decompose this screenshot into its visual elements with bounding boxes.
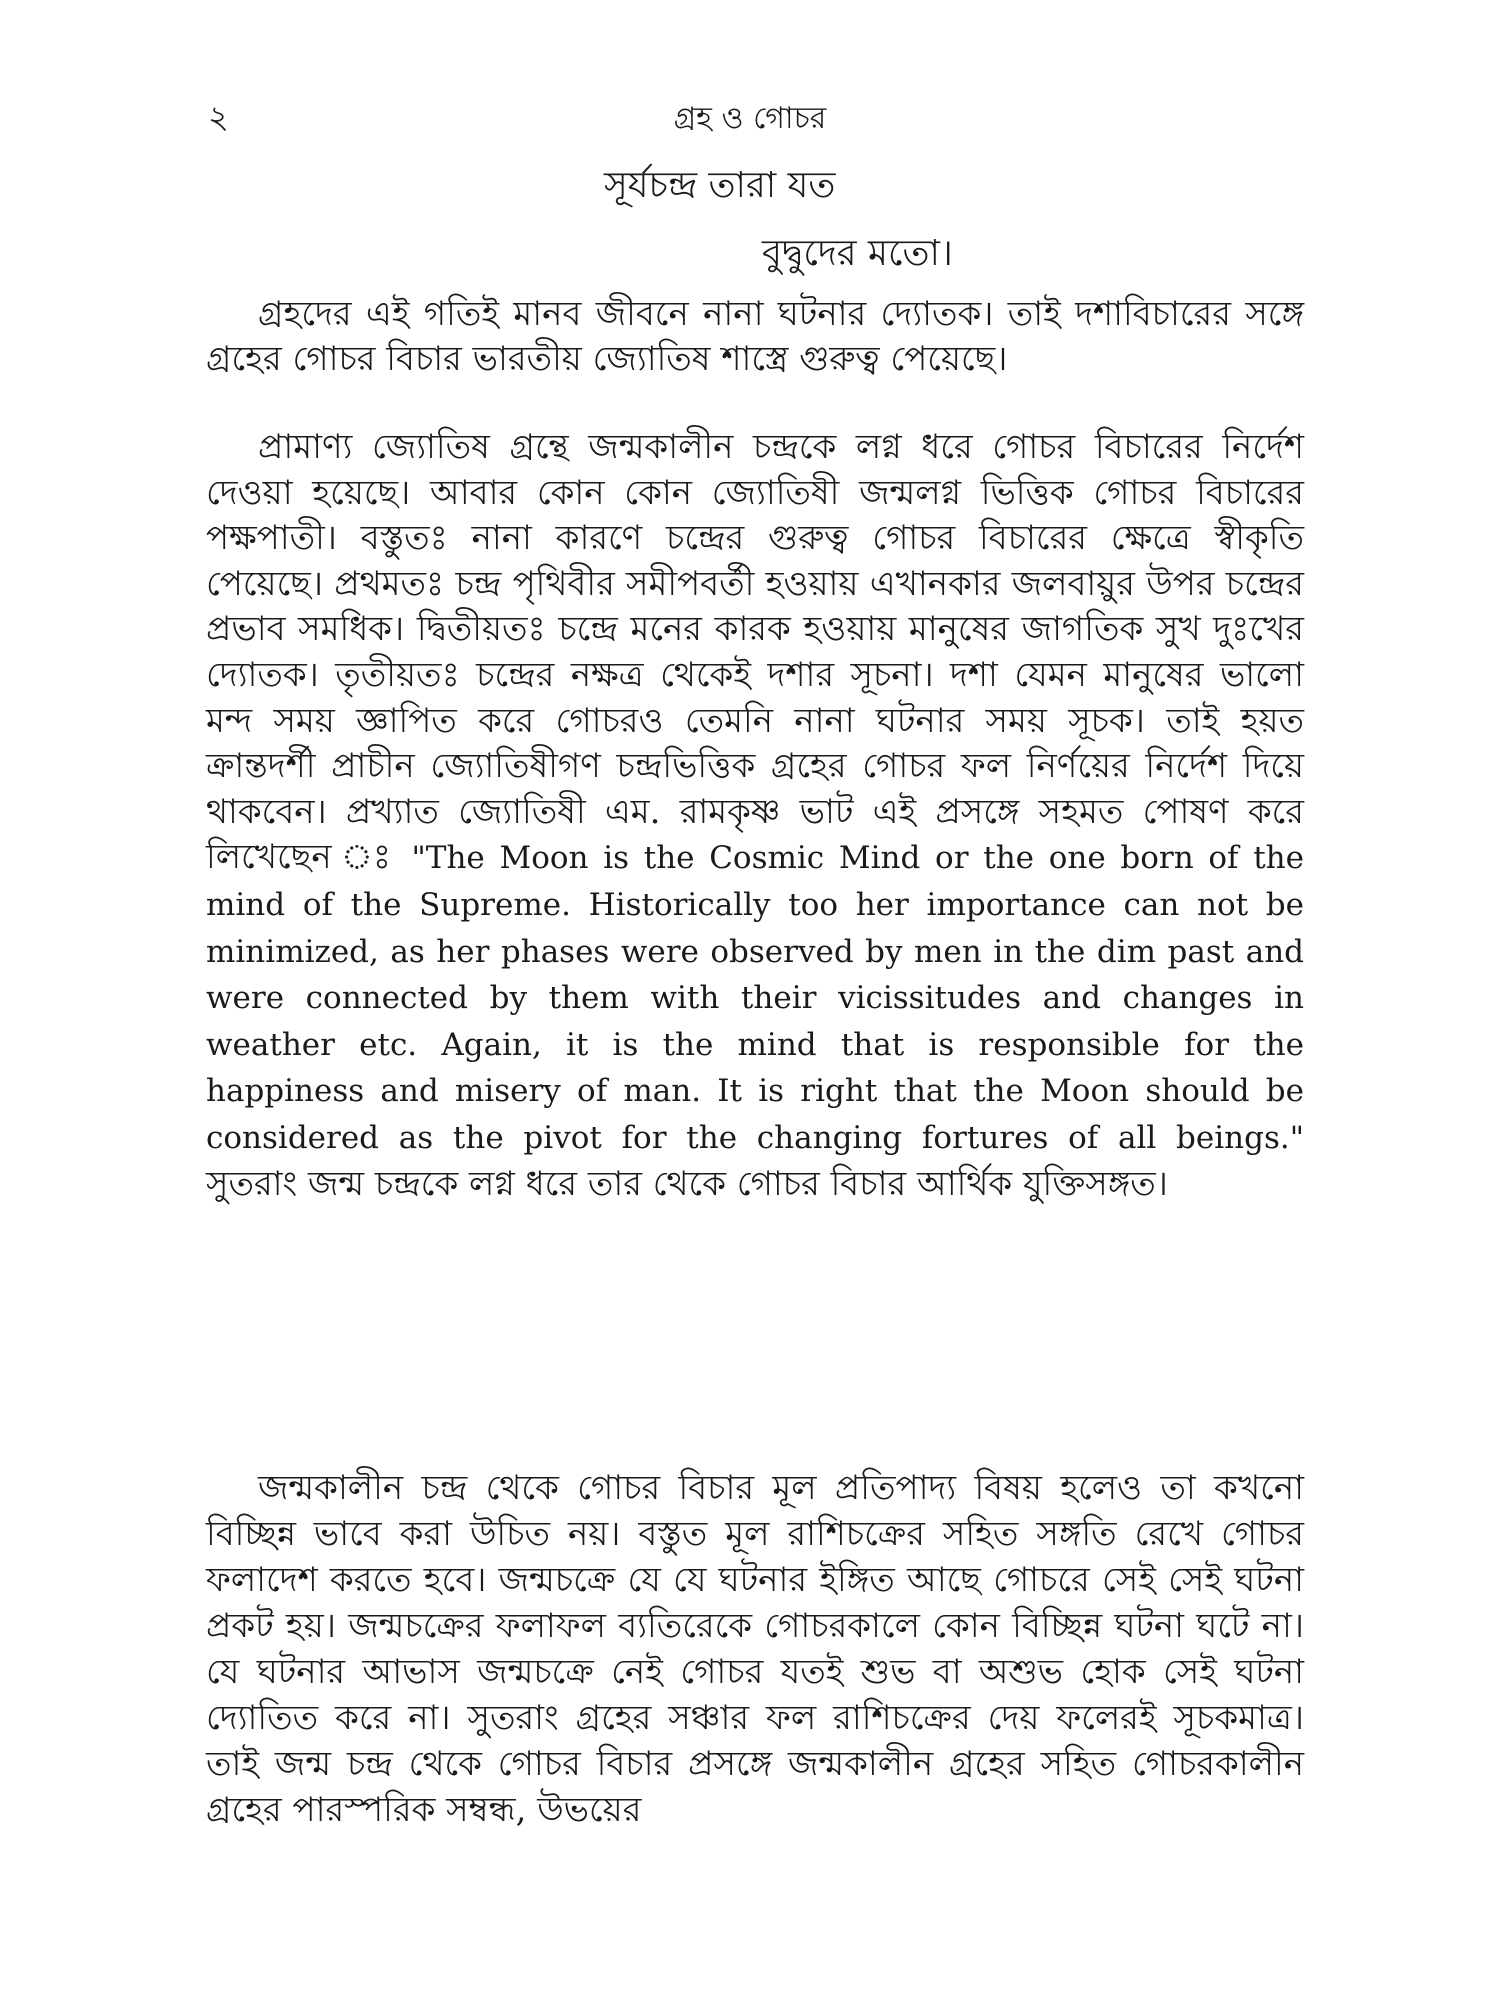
english-quote: "The Moon is the Cosmic Mind or the one born of the mind of the Supreme. Historically too her importance can not be minimized, as her phases were observed by men in the dim past and were connected by them with their vicissitudes and changes in weather etc. Again, it is the mind that is responsible for the happiness and misery of man. It is right that the Moon should be considered as the pivot for the changing fortures of all beings." [206,840,1304,1156]
page-header [0,92,1500,142]
verse-line-2: বুদ্বুদের মতো। [762,233,953,274]
verse-line-1: সূর্যচন্দ্র তারা যত [604,165,836,206]
paragraph-2-bengali-a: প্রামাণ্য জ্যোতিষ গ্রন্থে জন্মকালীন চন্দ্রকে লগ্ন ধরে গোচর বিচারের নির্দেশ দেওয়া হয়েছে। আবার কোন কোন জ্যোতিষী জন্মলগ্ন ভিত্তিক গোচর বিচারের পক্ষপাতী। বস্তুতঃ নানা কারণে চন্দ্রের গুরুত্ব গোচর বিচারের ক্ষেত্রে স্বীকৃতি পেয়েছে। প্রথমতঃ চন্দ্র পৃথিবীর সমীপবর্তী হওয়ায় এখানকার জলবায়ুর উপর চন্দ্রের প্রভাব সমধিক। দ্বিতীয়তঃ চন্দ্রে মনের কারক হওয়ায় মানুষের জাগতিক সুখ দুঃখের দ্যোতক। তৃতীয়তঃ চন্দ্রের নক্ষত্র থেকেই দশার সূচনা। দশা যেমন মানুষের ভালো মন্দ সময় জ্ঞাপিত করে গোচরও তেমনি নানা ঘটনার সময় সূচক। তাই হয়ত ক্রান্তদর্শী প্রাচীন জ্যোতিষীগণ চন্দ্রভিত্তিক গ্রহের গোচর ফল নির্ণয়ের নির্দেশ দিয়ে থাকবেন। প্রখ্যাত জ্যোতিষী এম. রামকৃষ্ণ ভাট এই প্রসঙ্গে সহমত পোষণ করে লিখেছেন ঃ [206,427,1304,878]
paragraph-3: জন্মকালীন চন্দ্র থেকে গোচর বিচার মূল প্রতিপাদ্য বিষয় হলেও তা কখনো বিচ্ছিন্ন ভাবে করা উচিত নয়। বস্তুত মূল রাশিচক্রের সহিত সঙ্গতি রেখে গোচর ফলাদেশ করতে হবে। জন্মচক্রে যে যে ঘটনার ইঙ্গিত আছে গোচরে সেই সেই ঘটনা প্রকট হয়। জন্মচক্রের ফলাফল ব্যতিরেকে গোচরকালে কোন বিচ্ছিন্ন ঘটনা ঘটে না। যে ঘটনার আভাস জন্মচক্রে নেই গোচর যতই শুভ বা অশুভ হোক সেই ঘটনা দ্যোতিত করে না। সুতরাং গ্রহের সঞ্চার ফল রাশিচক্রের দেয় ফলেরই সূচকমাত্র। তাই জন্ম চন্দ্র থেকে গোচর বিচার প্রসঙ্গে জন্মকালীন গ্রহের সহিত গোচরকালীন গ্রহের পারস্পরিক সম্বন্ধ, উভয়ের [206,1468,1304,1830]
page-number: ২ [208,98,229,136]
paragraph-2 [206,425,1304,1207]
paragraph-1: গ্রহদের এই গতিই মানব জীবনে নানা ঘটনার দ্যোতক। তাই দশাবিচারের সঙ্গে গ্রহের গোচর বিচার ভারতীয় জ্যোতিষ শাস্ত্রে গুরুত্ব পেয়েছে। [206,294,1304,380]
paragraph-2-bengali-b: সুতরাং জন্ম চন্দ্রকে লগ্ন ধরে তার থেকে গোচর বিচার আর্থিক যুক্তিসঙ্গত। [206,1163,1168,1204]
running-title: গ্রহ ও গোচর [673,101,827,136]
